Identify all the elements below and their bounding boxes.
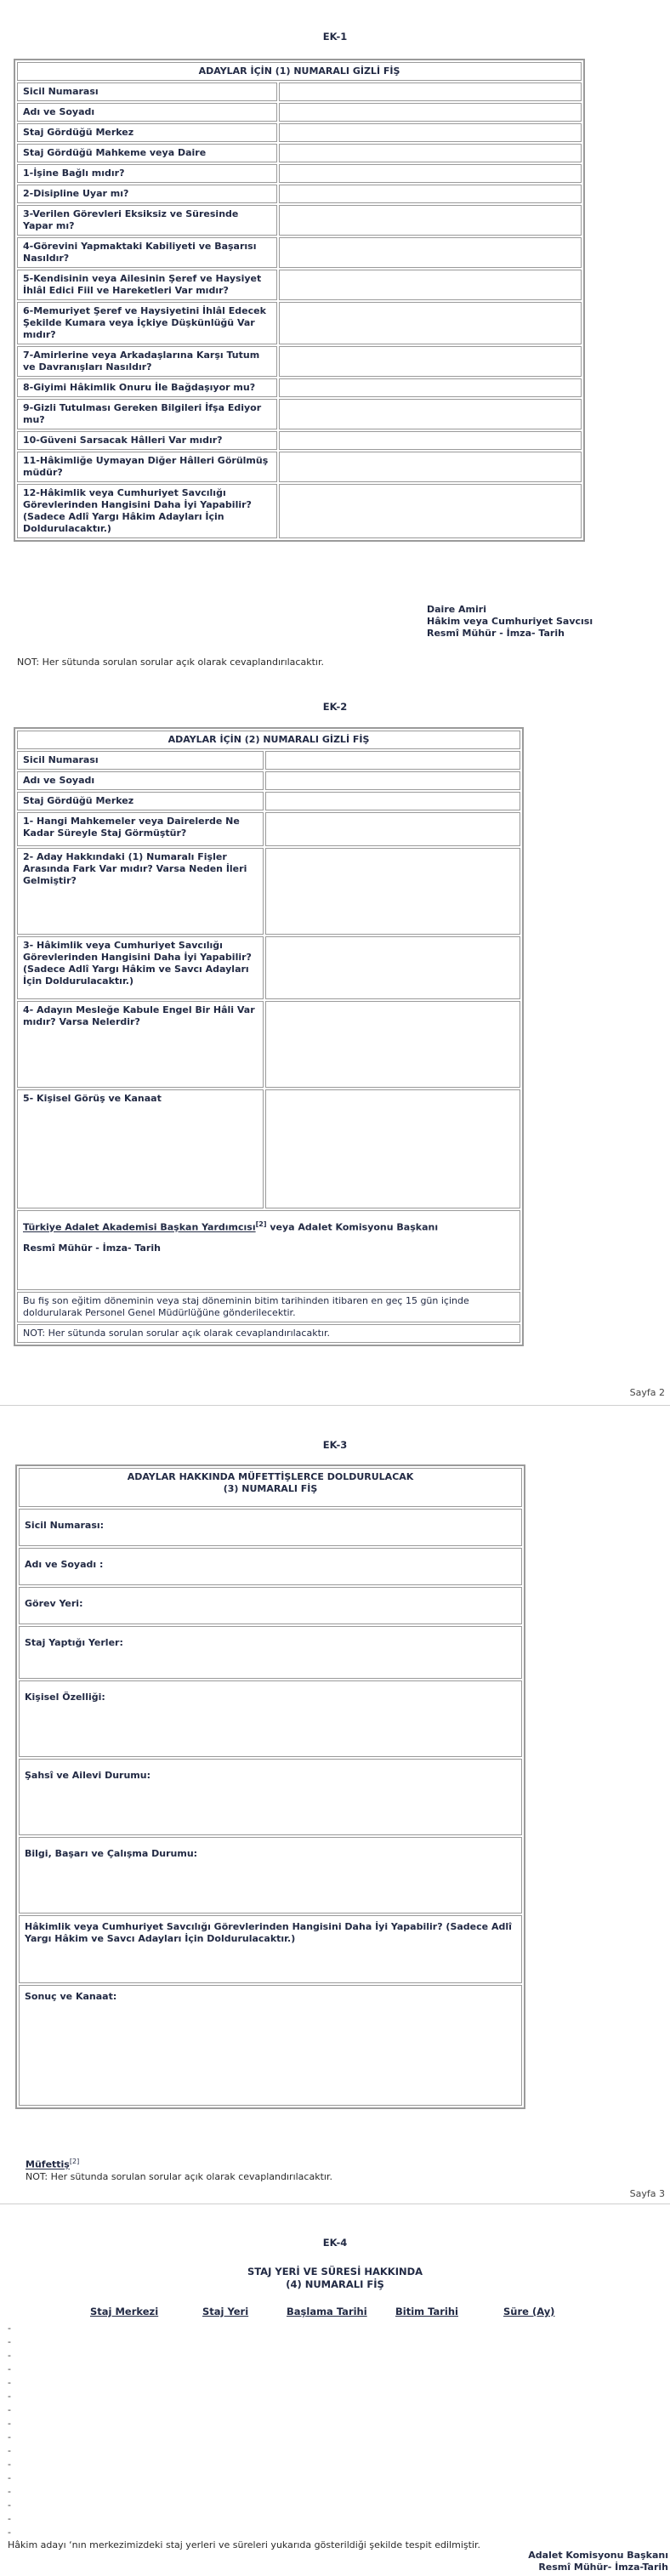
ek2-sign-line-b: veya Adalet Komisyonu Başkanı xyxy=(266,1221,439,1233)
ek2-table xyxy=(15,729,522,1345)
ek1-row-label: 3-Verilen Görevleri Eksiksiz ve Süresinde Yapar mı? xyxy=(17,205,277,236)
ek2-answer-cell[interactable] xyxy=(265,1001,520,1088)
ek1-signature-line: Daire Amiri xyxy=(427,604,486,615)
ek2-answer-cell[interactable] xyxy=(265,848,520,935)
ek1-title: ADAYLAR İÇİN (1) NUMARALI GİZLİ FİŞ xyxy=(17,62,582,81)
ek4-col-staj-merkezi: Staj Merkezi xyxy=(90,2306,159,2317)
ek3-row[interactable]: Sonuç ve Kanaat: xyxy=(19,1985,522,2106)
ek4-col-sure: Süre (Ay) xyxy=(503,2306,555,2317)
ek1-label: EK-1 xyxy=(322,31,348,43)
ek4-signature xyxy=(528,2550,668,2573)
ek3-row[interactable]: Görev Yeri: xyxy=(19,1587,522,1624)
page-divider xyxy=(0,1405,670,1406)
footnote-ref-2[interactable]: [2] xyxy=(255,1220,267,1228)
ek3-title xyxy=(19,1468,522,1507)
ek1-answer-cell[interactable] xyxy=(279,346,582,377)
ek1-answer-cell[interactable] xyxy=(279,270,582,300)
ek1-answer-cell[interactable] xyxy=(279,237,582,268)
ek3-table xyxy=(17,1466,524,2107)
ek4-blank-row: - xyxy=(8,2323,11,2334)
page-number: Sayfa 3 xyxy=(629,2188,665,2199)
ek1-answer-cell[interactable] xyxy=(279,399,582,429)
ek1-row-label: 5-Kendisinin veya Ailesinin Şeref ve Haysiyet İhlâl Edici Fiil ve Hareketleri Var mıdır? xyxy=(17,270,277,300)
ek3-form xyxy=(15,1464,525,2109)
ek2-sign-line-a: Türkiye Adalet Akademisi Başkan Yardımcısı xyxy=(23,1221,256,1233)
ek4-blank-row: - xyxy=(8,2486,11,2497)
ek1-row-label: 7-Amirlerine veya Arkadaşlarına Karşı Tutum ve Davranışları Nasıldır? xyxy=(17,346,277,377)
ek3-title-a: ADAYLAR HAKKINDA MÜFETTİŞLERCE DOLDURULACAK xyxy=(127,1471,414,1482)
ek1-note: NOT: Her sütunda sorulan sorular açık olarak cevaplandırılacaktır. xyxy=(17,657,324,668)
ek4-col-staj-yeri: Staj Yeri xyxy=(202,2306,249,2317)
ek4-col-bitim-tarihi: Bitim Tarihi xyxy=(395,2306,458,2317)
ek3-row[interactable]: Şahsî ve Ailevi Durumu: xyxy=(19,1759,522,1835)
ek1-form xyxy=(14,59,585,542)
ek1-signature-line: Hâkim veya Cumhuriyet Savcısı xyxy=(427,616,593,627)
ek3-row[interactable]: Hâkimlik veya Cumhuriyet Savcılığı Görevlerinden Hangisini Daha İyi Yapabilir? (Sadece Adlî Yargı Hâkim ve Savcı Adayları İçin Doldurulacaktır.) xyxy=(19,1915,522,1983)
ek4-blank-row: - xyxy=(8,2431,11,2442)
ek2-answer-cell[interactable] xyxy=(265,751,520,770)
ek2-row-label: 1- Hangi Mahkemeler veya Dairelerde Ne Kadar Süreyle Staj Görmüştür? xyxy=(17,812,264,846)
ek1-answer-cell[interactable] xyxy=(279,302,582,344)
ek4-statement: Hâkim adayı ‘nın merkezimizdeki staj yerleri ve süreleri yukarıda gösterildiği şekilde tespit edilmiştir. xyxy=(8,2539,480,2550)
ek1-answer-cell[interactable] xyxy=(279,144,582,162)
ek1-row-label: Adı ve Soyadı xyxy=(17,103,277,122)
ek4-blank-row: - xyxy=(8,2336,11,2347)
ek1-answer-cell[interactable] xyxy=(279,452,582,482)
ek1-row-label: Staj Gördüğü Mahkeme veya Daire xyxy=(17,144,277,162)
ek4-blank-row: - xyxy=(8,2513,11,2524)
ek3-row[interactable]: Bilgi, Başarı ve Çalışma Durumu: xyxy=(19,1837,522,1914)
ek4-blank-row: - xyxy=(8,2404,11,2415)
ek2-label: EK-2 xyxy=(322,701,348,713)
ek2-row-label: 3- Hâkimlik veya Cumhuriyet Savcılığı Görevlerinden Hangisini Daha İyi Yapabilir? (Sadece Adlî Yargı Hâkim ve Savcı Adayları İçin Doldurulacaktır.) xyxy=(17,936,264,999)
ek4-col-baslama-tarihi: Başlama Tarihi xyxy=(287,2306,367,2317)
ek2-note: NOT: Her sütunda sorulan sorular açık olarak cevaplandırılacaktır. xyxy=(17,1324,520,1343)
ek1-signature-line: Resmî Mühür - İmza- Tarih xyxy=(427,628,565,639)
ek1-answer-cell[interactable] xyxy=(279,164,582,183)
ek1-row-label: 4-Görevini Yapmaktaki Kabiliyeti ve Başarısı Nasıldır? xyxy=(17,237,277,268)
ek4-blank-row: - xyxy=(8,2418,11,2429)
ek1-answer-cell[interactable] xyxy=(279,431,582,450)
ek2-row-label: 2- Aday Hakkındaki (1) Numaralı Fişler Arasında Fark Var mıdır? Varsa Neden İleri Gelmiştir? xyxy=(17,848,264,935)
ek2-row-label: Sicil Numarası xyxy=(17,751,264,770)
ek2-answer-cell[interactable] xyxy=(265,792,520,810)
ek2-row-label: 5- Kişisel Görüş ve Kanaat xyxy=(17,1089,264,1208)
ek3-signer xyxy=(26,2156,79,2171)
ek2-answer-cell[interactable] xyxy=(265,771,520,790)
ek1-row-label: 10-Güveni Sarsacak Hâlleri Var mıdır? xyxy=(17,431,277,450)
ek1-row-label: 11-Hâkimliğe Uymayan Diğer Hâlleri Görülmüş müdür? xyxy=(17,452,277,482)
ek1-answer-cell[interactable] xyxy=(279,185,582,203)
ek2-answer-cell[interactable] xyxy=(265,812,520,846)
ek1-answer-cell[interactable] xyxy=(279,123,582,142)
ek3-signer-label: Müfettiş xyxy=(26,2158,70,2170)
ek4-blank-row: - xyxy=(8,2391,11,2402)
ek4-blank-row: - xyxy=(8,2445,11,2456)
ek3-row[interactable]: Kişisel Özelliği: xyxy=(19,1680,522,1757)
ek1-row-label: Sicil Numarası xyxy=(17,82,277,101)
ek3-row[interactable]: Staj Yaptığı Yerler: xyxy=(19,1626,522,1679)
ek2-answer-cell[interactable] xyxy=(265,1089,520,1208)
ek1-row-label: Staj Gördüğü Merkez xyxy=(17,123,277,142)
ek1-table xyxy=(15,60,583,540)
ek4-blank-row: - xyxy=(8,2527,11,2538)
ek1-row-label: 12-Hâkimlik veya Cumhuriyet Savcılığı Görevlerinden Hangisini Daha İyi Yapabilir? (Sadece Adlî Yargı Hâkim Adayları İçin Doldurulacaktır.) xyxy=(17,484,277,538)
page-number: Sayfa 2 xyxy=(629,1387,665,1398)
ek4-sign-a: Adalet Komisyonu Başkanı xyxy=(528,2550,668,2561)
ek1-row-label: 9-Gizli Tutulması Gereken Bilgileri İfşa Ediyor mu? xyxy=(17,399,277,429)
ek4-blank-row: - xyxy=(8,2377,11,2388)
ek1-row-label: 2-Disipline Uyar mı? xyxy=(17,185,277,203)
ek2-row-label: Adı ve Soyadı xyxy=(17,771,264,790)
ek2-info: Bu fiş son eğitim döneminin veya staj döneminin bitim tarihinden itibaren en geç 15 gün içinde doldurularak Personel Genel Müdürlüğüne gönderilecektir. xyxy=(17,1292,520,1322)
ek4-blank-row: - xyxy=(8,2459,11,2470)
ek2-row-label: 4- Adayın Mesleğe Kabule Engel Bir Hâli Var mıdır? Varsa Nelerdir? xyxy=(17,1001,264,1088)
ek1-row-label: 8-Giyimi Hâkimlik Onuru İle Bağdaşıyor mu? xyxy=(17,378,277,397)
ek3-title-b: (3) NUMARALI FİŞ xyxy=(223,1483,318,1494)
ek4-title-b: (4) NUMARALI FİŞ xyxy=(286,2278,384,2290)
ek1-signature xyxy=(427,604,593,640)
ek3-row[interactable]: Sicil Numarası: xyxy=(19,1509,522,1546)
ek2-signature-cell xyxy=(17,1210,520,1290)
ek3-label: EK-3 xyxy=(322,1439,348,1451)
ek4-blank-row: - xyxy=(8,2363,11,2374)
ek4-blank-row: - xyxy=(8,2499,11,2511)
ek4-blank-row: - xyxy=(8,2472,11,2483)
ek1-row-label: 6-Memuriyet Şeref ve Haysiyetini İhlâl Edecek Şekilde Kumara veya İçkiye Düşkünlüğü Var mıdır? xyxy=(17,302,277,344)
ek1-answer-cell[interactable] xyxy=(279,205,582,236)
ek1-answer-cell[interactable] xyxy=(279,378,582,397)
ek2-answer-cell[interactable] xyxy=(265,936,520,999)
ek2-title: ADAYLAR İÇİN (2) NUMARALI GİZLİ FİŞ xyxy=(17,731,520,749)
ek2-form xyxy=(14,727,524,1346)
ek4-sign-b: Resmî Mühür- İmza-Tarih xyxy=(538,2562,668,2573)
footnote-ref-2[interactable]: [2] xyxy=(69,2158,80,2165)
ek4-title-a: STAJ YERİ VE SÜRESİ HAKKINDA xyxy=(247,2266,423,2277)
ek4-label: EK-4 xyxy=(322,2237,348,2249)
ek4-blank-row: - xyxy=(8,2350,11,2361)
ek1-answer-cell[interactable] xyxy=(279,484,582,538)
ek3-row[interactable]: Adı ve Soyadı : xyxy=(19,1548,522,1585)
ek1-row-label: 1-İşine Bağlı mıdır? xyxy=(17,164,277,183)
ek1-answer-cell[interactable] xyxy=(279,103,582,122)
ek2-row-label: Staj Gördüğü Merkez xyxy=(17,792,264,810)
ek2-sign-line-c: Resmî Mühür - İmza- Tarih xyxy=(23,1242,161,1254)
ek1-answer-cell[interactable] xyxy=(279,82,582,101)
ek3-note: NOT: Her sütunda sorulan sorular açık olarak cevaplandırılacaktır. xyxy=(26,2171,332,2182)
